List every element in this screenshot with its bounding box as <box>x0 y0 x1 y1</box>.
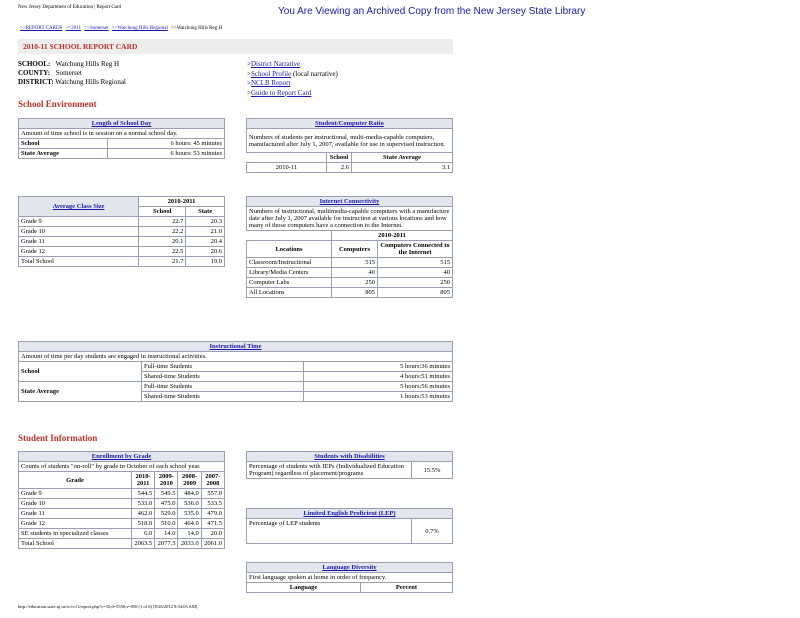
lep-table <box>246 508 453 544</box>
nclb-report-link[interactable]: NCLB Report <box>250 79 291 87</box>
language-table: Language Diversity First language spoken at home in order of frequency. Language Percent <box>246 562 453 593</box>
instructional-time-desc: Amount of time per day students are engaged in instructional activities. <box>19 352 453 362</box>
breadcrumb-2011[interactable]: >>2011 <box>65 26 82 31</box>
district-narrative-link[interactable]: District Narrative <box>250 60 301 68</box>
link-row: >NCLB Report <box>247 79 291 87</box>
table-row: 2010-11 2.6 3.1 <box>247 163 453 173</box>
table-row: Library/Media Centers 40 40 <box>247 268 453 278</box>
lep-value: 0.7% <box>412 519 453 544</box>
table-row: Grade 12 22.5 20.6 <box>19 247 225 257</box>
table-row: SE students in specialized classes 6.0 14.0 14.0 20.0 <box>19 529 225 539</box>
instructional-time-table <box>18 341 453 402</box>
archive-notice: You Are Viewing an Archived Copy from the New Jersey State Library <box>278 6 586 17</box>
computer-ratio-table: Student/Computer Ratio Numbers of students per instructional, multi-media-capable computers, manufactured after July 1, 2007, available for use in supervised instruction. School State Average 2010-11 2.6 3.1 <box>246 118 453 173</box>
breadcrumb-current: >>Watchung Hills Reg H <box>171 26 223 31</box>
table-row: All Locations 805 805 <box>247 288 453 298</box>
school-info <box>18 60 126 87</box>
disabilities-title[interactable]: Students with Disabilities <box>247 452 453 462</box>
breadcrumb-report-cards[interactable]: >>REPORT CARDS <box>20 26 63 31</box>
internet-desc: Numbers of instructional, multimedia-capable computers with a manufacture date after July 1, 2007 available for instruction at various locations and how many of those computers have a connection to the Internet. <box>247 207 453 231</box>
table-row: School Full-time Students 5 hours:36 minutes <box>19 362 453 372</box>
class-size-table: Average Class Size 2010-2011 School State Grade 9 22.7 20.3 Grade 10 22.2 21.0 Grade 11 20.1 20.4 Grade 12 22.5 20.6 Total School 21.7 19.0 <box>18 196 225 267</box>
county-label: COUNTY: <box>18 69 51 77</box>
table-row: Grade 10 533.0 475.0 536.0 533.5 <box>19 499 225 509</box>
side-links <box>247 60 338 98</box>
section-school-environment: School Environment <box>18 99 97 109</box>
school-label: SCHOOL: <box>18 60 51 68</box>
table-row: Grade 10 22.2 21.0 <box>19 227 225 237</box>
table-row: Grade 9 22.7 20.3 <box>19 217 225 227</box>
school-day-desc: Amount of time school is in session on a normal school day. <box>19 129 225 139</box>
link-row: >District Narrative <box>247 60 301 68</box>
table-row: State Average 6 hours: 53 minutes <box>19 149 225 159</box>
lep-title[interactable]: Limited English Proficient (LEP) <box>247 509 453 519</box>
language-title[interactable]: Language Diversity <box>247 563 453 573</box>
table-row: Grade 12 518.0 510.0 464.0 471.5 <box>19 519 225 529</box>
disabilities-desc: Percentage of students with IEPs (Individualized Education Program) regardless of placement/programs <box>247 462 412 479</box>
internet-title[interactable]: Internet Connectivity <box>247 197 453 207</box>
section-student-information: Student Information <box>18 433 98 443</box>
table-row: Total School 2063.5 2077.5 2033.0 2061.0 <box>19 539 225 549</box>
county-name: Somerset <box>55 69 82 77</box>
breadcrumb <box>20 26 224 31</box>
district-name: Watchung Hills Regional <box>55 78 126 86</box>
internet-table: Internet Connectivity Numbers of instructional, multimedia-capable computers with a manufacture date after July 1, 2007 available for instruction at various locations and how many of those computers have a connection to the Internet. 2010-2011 Locations Computers Computers Connected to the Internet Classroom/Instructional 515 515 Library/Media Centers 40 40 Computer Labs 250 250 All Locations 805 805 <box>246 196 453 298</box>
school-day-title[interactable]: Length of School Day <box>19 119 225 129</box>
title-bar <box>18 39 453 54</box>
guide-link[interactable]: Guide to Report Card <box>250 88 312 97</box>
page-footer-url: http://education.state.nj.us/rc/rc11/report.php?c=35;d=5550;s=050 (1 of 6) [8/26/2012 9:54:03 AM] <box>18 604 198 609</box>
table-row: Grade 11 462.0 529.0 535.0 479.0 <box>19 509 225 519</box>
table-row: Classroom/Instructional 515 515 <box>247 258 453 268</box>
table-row: Shared-time Students 4 hours:51 minutes <box>19 372 453 382</box>
table-row: Grade 11 20.1 20.4 <box>19 237 225 247</box>
table-row: State Average Full-time Students 5 hours:56 minutes <box>19 382 453 392</box>
breadcrumb-somerset[interactable]: >>Somerset <box>84 26 109 31</box>
district-label: DISTRICT: <box>18 78 54 86</box>
disabilities-table <box>246 451 453 479</box>
computer-ratio-desc: Numbers of students per instructional, multi-media-capable computers, manufactured after July 1, 2007, available for use in supervised instruction. <box>247 129 453 153</box>
breadcrumb-district[interactable]: >>Watchung Hills Regional <box>111 26 168 31</box>
lep-desc: Percentage of LEP students <box>247 519 412 544</box>
page-title: 2010-11 SCHOOL REPORT CARD <box>23 42 138 51</box>
enrollment-table: Enrollment by Grade Counts of students "on-roll" by grade in October of each school year. Grade 2010-2011 2009-2010 2008-2009 2007-2008 Grade 9 544.5 549.5 484.0 557.0 Grade 10 533.0 475.0 536.0 533.5 Grade 11 462.0 529.0 535.0 479.0 Grade 12 518.0 510.0 464.0 471.5 SE students in specialized classes 6.0 14.0 14.0 20.0 Total School 2063.5 2077.5 2033.0 2061.0 <box>18 451 225 549</box>
table-row: Computer Labs 250 250 <box>247 278 453 288</box>
school-name: Watchung Hills Reg H <box>55 60 120 68</box>
enrollment-desc: Counts of students "on-roll" by grade in October of each school year. <box>19 462 225 472</box>
language-desc: First language spoken at home in order of frequency. <box>247 573 453 583</box>
school-day-table <box>18 118 225 159</box>
school-profile-link[interactable]: School Profile <box>250 69 292 78</box>
instructional-time-title[interactable]: Instructional Time <box>19 342 453 352</box>
table-row: Shared-time Students 1 hours:53 minutes <box>19 392 453 402</box>
disabilities-value: 15.5% <box>412 462 453 479</box>
table-row: Grade 9 544.5 549.5 484.0 557.0 <box>19 489 225 499</box>
link-row: >Guide to Report Card <box>247 88 312 97</box>
table-row: Total School 21.7 19.0 <box>19 257 225 267</box>
computer-ratio-title[interactable]: Student/Computer Ratio <box>247 119 453 129</box>
link-row: >School Profile (local narrative) <box>247 69 338 78</box>
table-row: School 6 hours: 45 minutes <box>19 139 225 149</box>
enrollment-title[interactable]: Enrollment by Grade <box>19 452 225 462</box>
class-size-title[interactable]: Average Class Size <box>19 197 139 217</box>
page-header-text: New Jersey Department of Education | Report Card <box>18 5 122 10</box>
